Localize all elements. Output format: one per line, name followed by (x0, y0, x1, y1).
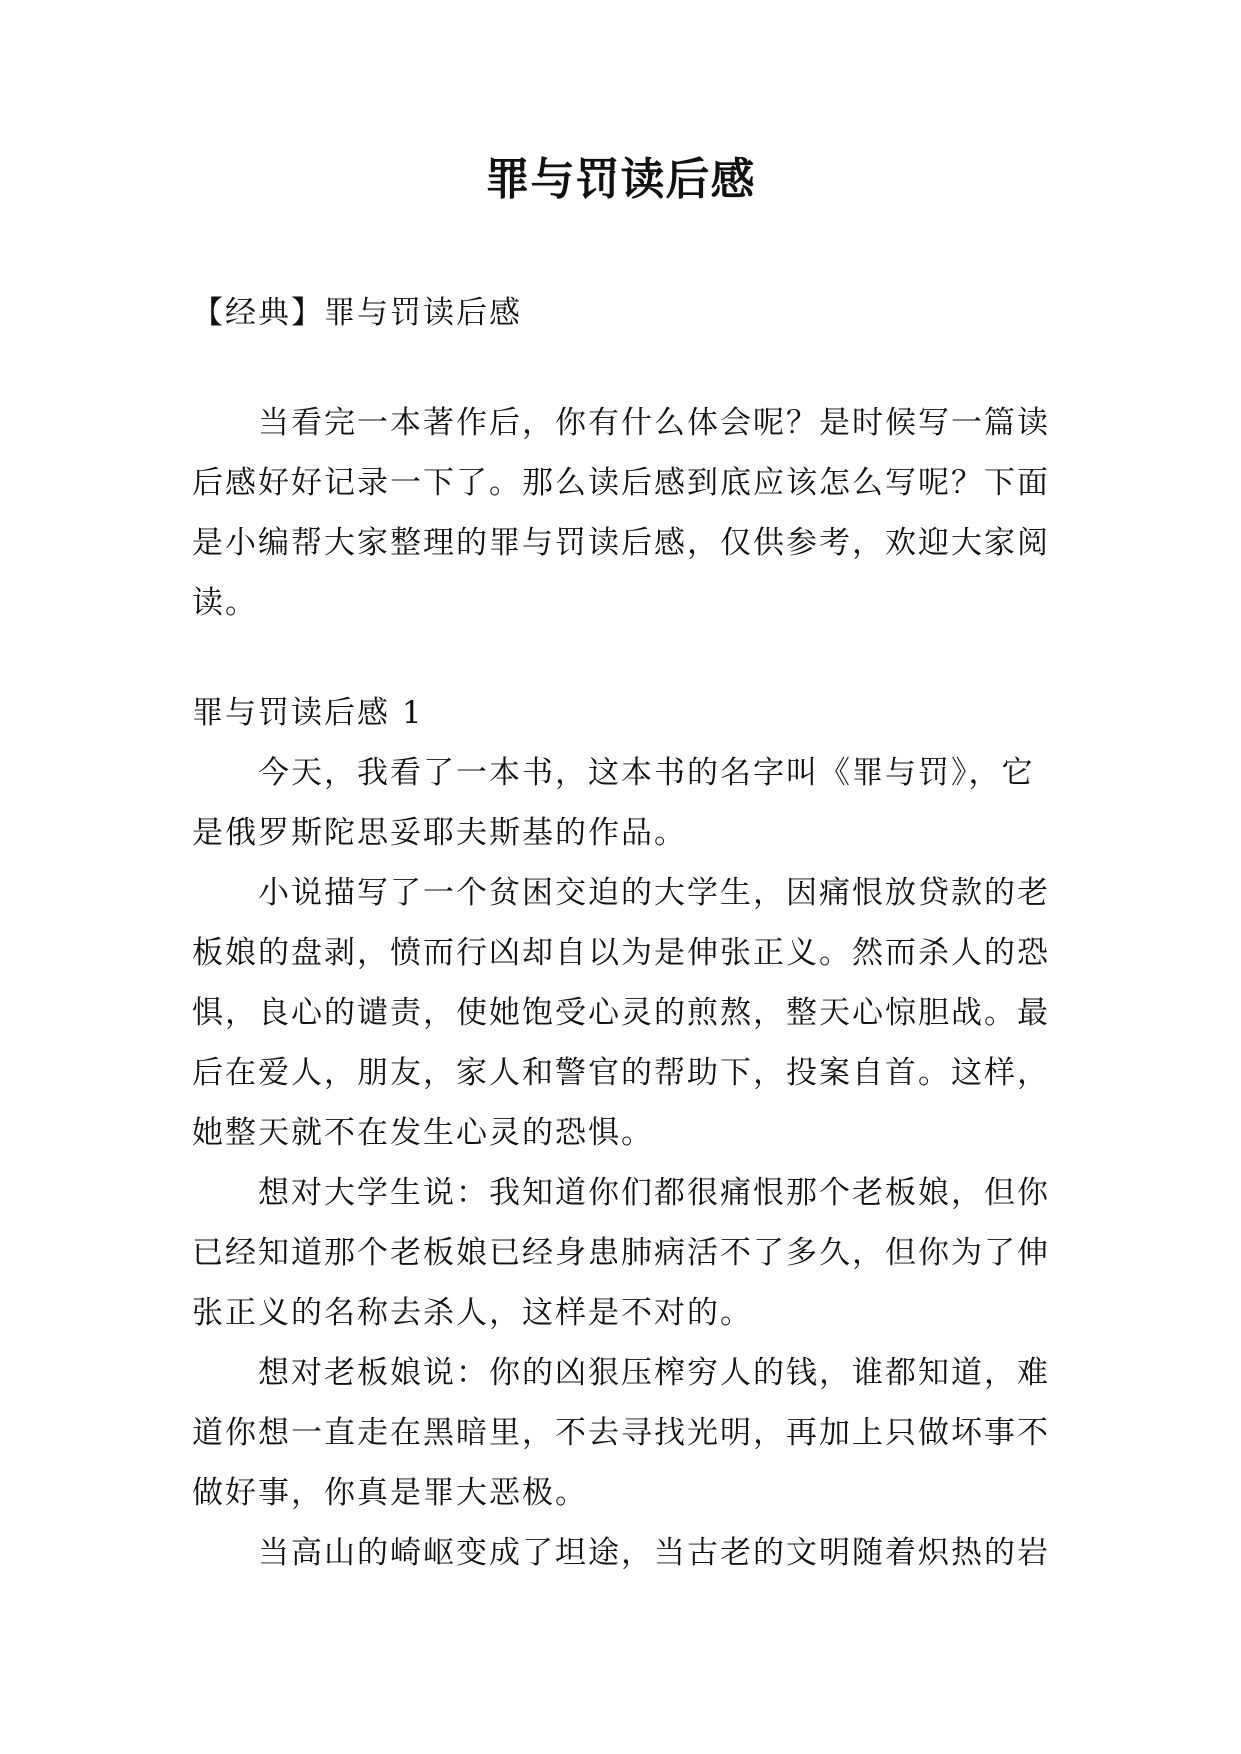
document-title: 罪与罚读后感 (485, 154, 756, 205)
body-paragraph: 想对大学生说：我知道你们都很痛恨那个老板娘，但你已经知道那个老板娘已经身患肺病活不了多久，但你为了伸张正义的名称去杀人，这样是不对的。 (192, 1175, 1050, 1331)
section-heading: 罪与罚读后感 1 (192, 695, 424, 731)
document-subtitle: 【经典】罪与罚读后感 (192, 295, 522, 331)
body-paragraph: 当高山的崎岖变成了坦途，当古老的文明随着炽热的岩 (258, 1535, 1050, 1571)
intro-paragraph: 当看完一本著作后，你有什么体会呢？是时候写一篇读后感好好记录一下了。那么读后感到底应该怎么写呢？下面是小编帮大家整理的罪与罚读后感，仅供参考，欢迎大家阅读。 (192, 405, 1050, 621)
body-paragraph: 今天，我看了一本书，这本书的名字叫《罪与罚》，它是俄罗斯陀思妥耶夫斯基的作品。 (192, 755, 1035, 851)
body-paragraph: 想对老板娘说：你的凶狠压榨穷人的钱，谁都知道，难道你想一直走在黑暗里，不去寻找光明，再加上只做坏事不做好事，你真是罪大恶极。 (192, 1355, 1050, 1511)
body-paragraph: 小说描写了一个贫困交迫的大学生，因痛恨放贷款的老板娘的盘剥，愤而行凶却自以为是伸张正义。然而杀人的恐惧，良心的谴责，使她饱受心灵的煎熬，整天心惊胆战。最后在爱人，朋友，家人和警官的帮助下，投案自首。这样，她整天就不在发生心灵的恐惧。 (192, 875, 1050, 1151)
document-body (192, 283, 1052, 1583)
